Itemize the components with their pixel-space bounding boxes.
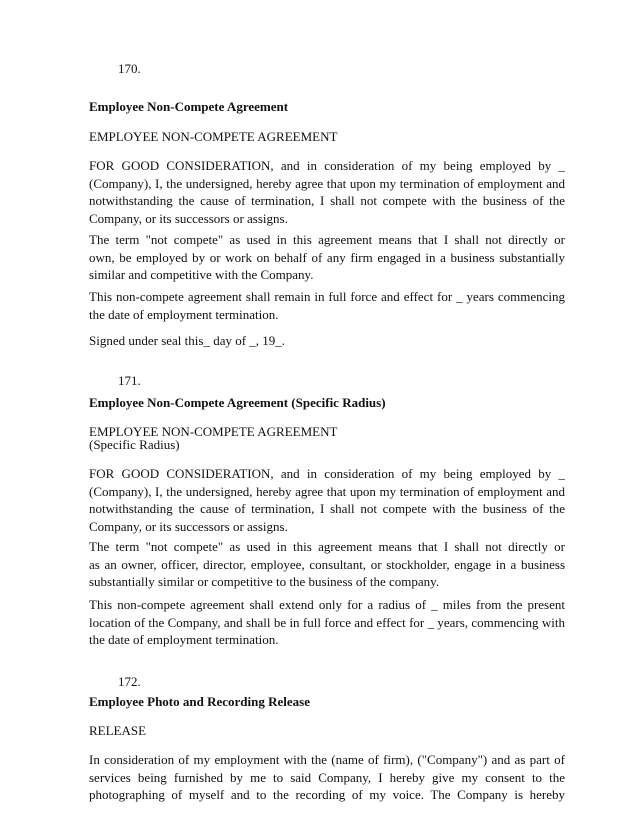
text-line: notwithstanding the cause of termination, I shall not compete with the business of the (89, 501, 565, 517)
text-line: substantially similar or competitive to the business of the company. (89, 574, 440, 590)
paragraph (89, 465, 565, 535)
text-line: The term "not compete" as used in this agreement means that I shall not directly or (89, 539, 565, 554)
text-line: services being furnished by me to said Company, I hereby give my consent to the (89, 769, 565, 785)
paragraph (89, 288, 565, 323)
agreement-heading: EMPLOYEE NON-COMPETE AGREEMENT (89, 424, 338, 439)
section-title: Employee Photo and Recording Release (89, 694, 310, 709)
text-line: as an owner, officer, director, employee, consultant, or stockholder, engage in a business (89, 556, 565, 572)
text-line: notwithstanding the cause of termination, I shall not compete with the business of the (89, 193, 565, 209)
text-line: photographing of myself and to the recording of my voice. The Company is hereby (89, 787, 565, 803)
text-line: Company, or its successors or assigns. (89, 210, 288, 226)
text-line: the date of employment termination. (89, 306, 279, 322)
text-line: This non-compete agreement shall extend only for a radius of _ miles from the present (89, 597, 565, 612)
section-number: 172. (118, 674, 141, 689)
signature-line: Signed under seal this_ day of _, 19_. (89, 333, 286, 348)
text-line: FOR GOOD CONSIDERATION, and in consideration of my being employed by _ (89, 466, 565, 481)
agreement-subheading: (Specific Radius) (89, 437, 180, 452)
paragraph (89, 231, 565, 284)
text-line: own, be employed by or work on behalf of any firm engaged in a business substantially (89, 249, 565, 265)
release-heading: RELEASE (89, 723, 147, 738)
paragraph (89, 596, 565, 649)
text-line: location of the Company, and shall be in full force and effect for _ years, commencing with (89, 614, 565, 630)
text-line: In consideration of my employment with the (name of firm), ("Company") and as part of (89, 752, 565, 767)
section-number: 170. (118, 61, 141, 76)
section-number: 171. (118, 373, 141, 388)
text-line: The term "not compete" as used in this agreement means that I shall not directly or (89, 232, 565, 247)
text-line: Company, or its successors or assigns. (89, 518, 288, 534)
text-line: (Company), I, the undersigned, hereby agree that upon my termination of employment and (89, 483, 565, 499)
paragraph (89, 751, 565, 804)
text-line: the date of employment termination. (89, 632, 279, 648)
text-line: This non-compete agreement shall remain in full force and effect for _ years commencing (89, 289, 565, 304)
paragraph (89, 157, 565, 227)
text-line: (Company), I, the undersigned, hereby agree that upon my termination of employment and (89, 175, 565, 191)
section-title: Employee Non-Compete Agreement (Specific Radius) (89, 395, 386, 410)
text-line: FOR GOOD CONSIDERATION, and in consideration of my being employed by _ (89, 158, 565, 173)
agreement-heading: EMPLOYEE NON-COMPETE AGREEMENT (89, 129, 338, 144)
section-title: Employee Non-Compete Agreement (89, 99, 289, 114)
text-line: similar and competitive with the Company. (89, 267, 314, 283)
paragraph (89, 538, 565, 591)
